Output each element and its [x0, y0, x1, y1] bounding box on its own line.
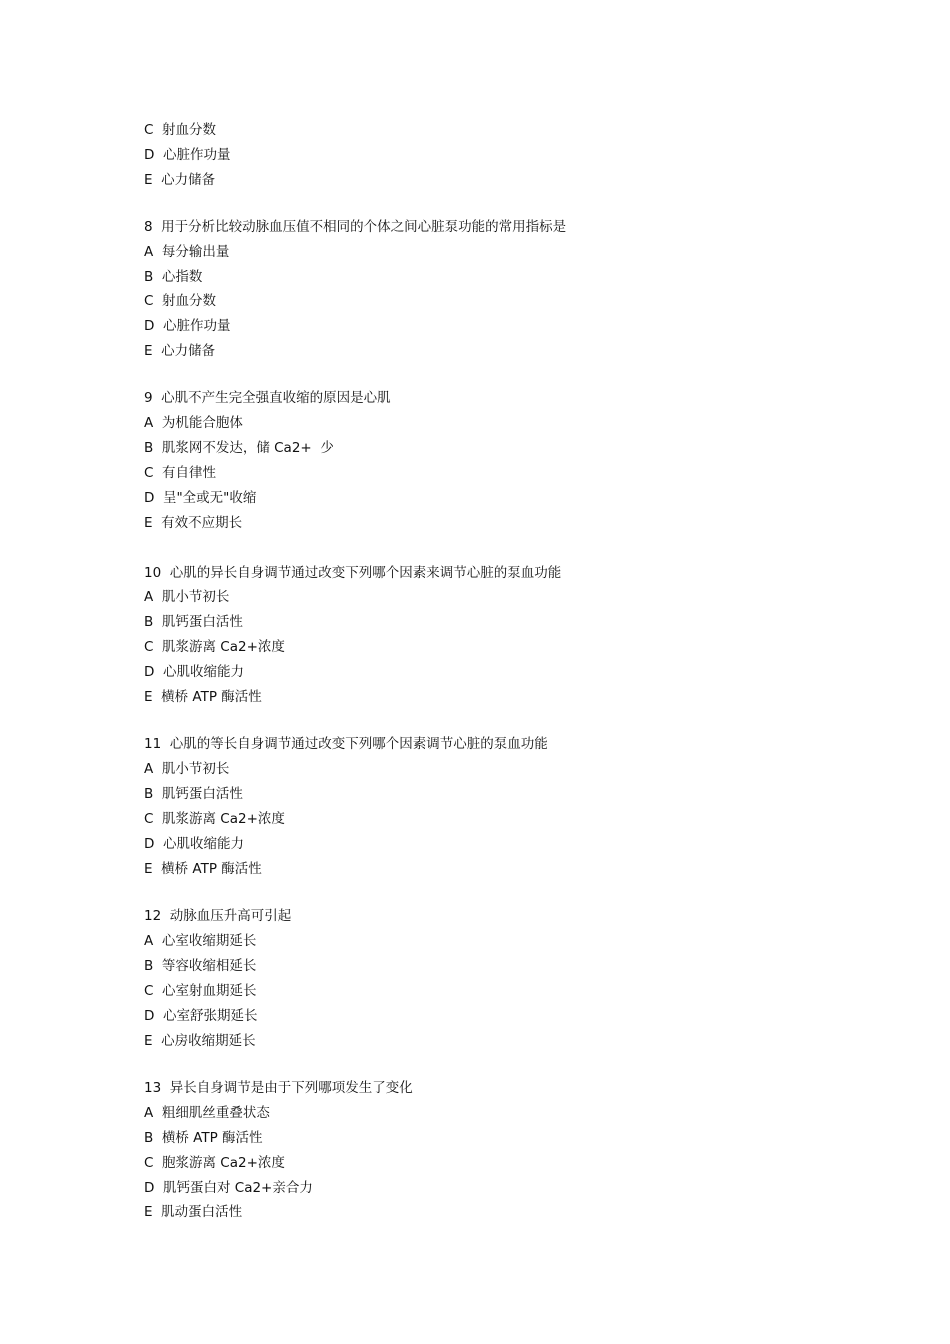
option-line: C 心室射血期延长 — [144, 983, 257, 999]
option-line: A 心室收缩期延长 — [144, 933, 257, 949]
question-stem: 8 用于分析比较动脉血压值不相同的个体之间心脏泵功能的常用指标是 — [144, 219, 567, 235]
option-line: D 肌钙蛋白对 Ca2+亲合力 — [144, 1180, 313, 1196]
option-line: A 肌小节初长 — [144, 761, 230, 777]
option-line: C 胞浆游离 Ca2+浓度 — [144, 1155, 285, 1171]
option-line: D 心肌收缩能力 — [144, 664, 244, 680]
option-line: B 等容收缩相延长 — [144, 958, 257, 974]
option-line: B 心指数 — [144, 269, 203, 285]
option-line: C 射血分数 — [144, 293, 217, 309]
option-line: D 呈"全或无"收缩 — [144, 490, 257, 506]
option-line: E 心力储备 — [144, 172, 216, 188]
option-line: D 心室舒张期延长 — [144, 1008, 258, 1024]
option-line: D 心肌收缩能力 — [144, 836, 244, 852]
option-line: A 为机能合胞体 — [144, 415, 243, 431]
option-line: E 心力储备 — [144, 343, 216, 359]
question-stem: 12 动脉血压升高可引起 — [144, 908, 292, 924]
option-line: B 横桥 ATP 酶活性 — [144, 1130, 263, 1146]
option-line: A 每分输出量 — [144, 244, 230, 260]
option-line: B 肌钙蛋白活性 — [144, 614, 243, 630]
option-line: B 肌钙蛋白活性 — [144, 786, 243, 802]
option-line: C 肌浆游离 Ca2+浓度 — [144, 639, 285, 655]
option-line: E 横桥 ATP 酶活性 — [144, 861, 262, 877]
option-line: C 肌浆游离 Ca2+浓度 — [144, 811, 285, 827]
option-line: C 射血分数 — [144, 122, 217, 138]
option-line: D 心脏作功量 — [144, 318, 231, 334]
option-line: E 有效不应期长 — [144, 515, 243, 531]
option-line: E 肌动蛋白活性 — [144, 1204, 243, 1220]
question-stem: 10 心肌的异长自身调节通过改变下列哪个因素来调节心脏的泵血功能 — [144, 565, 562, 581]
option-line: A 粗细肌丝重叠状态 — [144, 1105, 270, 1121]
option-line: D 心脏作功量 — [144, 147, 231, 163]
option-line: B 肌浆网不发达，储 Ca2+ 少 — [144, 440, 334, 456]
question-stem: 13 异长自身调节是由于下列哪项发生了变化 — [144, 1080, 413, 1096]
option-line: C 有自律性 — [144, 465, 217, 481]
question-stem: 11 心肌的等长自身调节通过改变下列哪个因素调节心脏的泵血功能 — [144, 736, 548, 752]
question-stem: 9 心肌不产生完全强直收缩的原因是心肌 — [144, 390, 391, 406]
option-line: E 心房收缩期延长 — [144, 1033, 256, 1049]
option-line: A 肌小节初长 — [144, 589, 230, 605]
option-line: E 横桥 ATP 酶活性 — [144, 689, 262, 705]
